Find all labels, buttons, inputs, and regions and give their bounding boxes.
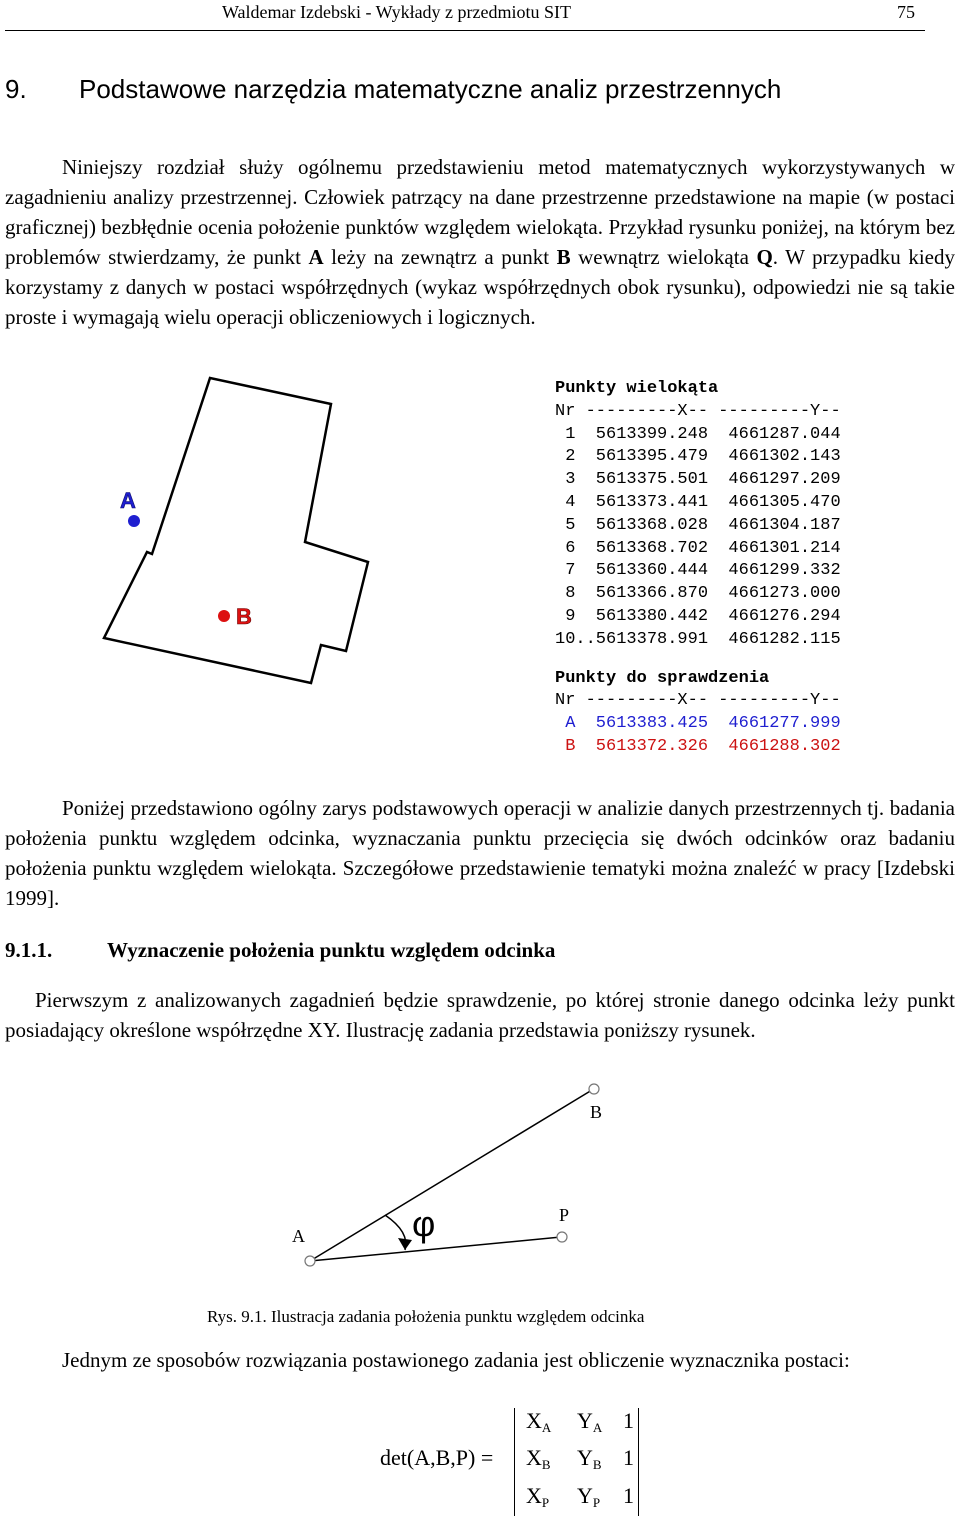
matrix-x-a: $X_A$ [526, 1408, 552, 1435]
section-paragraph [5, 985, 955, 1045]
section-heading [5, 938, 555, 963]
segment-ab [310, 1090, 592, 1261]
matrix-one-b: 1 [623, 1445, 634, 1470]
point-p-circle [557, 1232, 567, 1242]
matrix-right-bar [638, 1408, 639, 1516]
check-point-b-row: B 5613372.326 4661288.302 [555, 736, 841, 756]
chapter-number: 9. [5, 74, 27, 104]
polygon-point-row: 10..5613378.991 4661282.115 [555, 629, 841, 649]
intro-polygon-q: Q [756, 245, 773, 269]
determinant-formula [380, 1400, 680, 1520]
point-b-marker [218, 610, 230, 622]
check-points-header: Nr ---------X-- ---------Y-- [555, 691, 841, 711]
matrix-y-b: $Y_B$ [577, 1445, 602, 1472]
segment-ap [310, 1237, 561, 1261]
section-title: Wyznaczenie położenia punktu względem odcinka [107, 938, 556, 962]
polygon-point-row: 2 5613395.479 4661302.143 [555, 447, 841, 467]
polygon-point-row: 3 5613375.501 4661297.209 [555, 470, 841, 490]
closing-text: Jednym ze sposobów rozwiązania postawionego zadania jest obliczenie wyznacznika postaci: [62, 1348, 850, 1372]
matrix-x-b: $X_B$ [526, 1445, 551, 1472]
page-header [0, 0, 960, 26]
point-a-label: A [120, 488, 136, 513]
intro-text-1: Niniejszy rozdział służy ogólnemu przedstawieniu metod matematycznych wykorzystywanych w zagadnieniu analizy przestrzennej. Człowiek patrzący na dane przestrzenne przedstawione na mapie (w postaci graficznej) bezbłędnie ocenia położenie punktów względem wielokąta. Przykład rysunku poniżej, na którym bez problemów stwierdzamy, że punkt [5, 155, 955, 269]
matrix-y-a: $Y_A$ [577, 1408, 603, 1435]
angle-arrowhead [398, 1238, 412, 1250]
intro-point-a: A [308, 245, 324, 269]
header-rule [5, 30, 925, 31]
matrix-one-p: 1 [623, 1483, 634, 1508]
point-b-label: B [236, 604, 252, 629]
segment-label-b: B [590, 1102, 603, 1122]
check-point-a-row: A 5613383.425 4661277.999 [555, 714, 841, 734]
closing-paragraph [5, 1345, 955, 1375]
polygon-point-row: 8 5613366.870 4661273.000 [555, 584, 841, 604]
intro-text-3: wewnątrz wielokąta [570, 245, 757, 269]
matrix-left-bar [514, 1408, 515, 1516]
point-a-marker [128, 515, 140, 527]
chapter-heading [5, 74, 945, 105]
segment-figure [0, 1070, 700, 1270]
header-title: Waldemar Izdebski - Wykłady z przedmiotu SIT [222, 2, 572, 22]
matrix-x-p: $X_P$ [526, 1483, 550, 1510]
polygon-figure [0, 360, 420, 760]
coordinate-listing [555, 378, 955, 759]
polygon-q [104, 378, 368, 683]
point-a-circle [305, 1256, 315, 1266]
polygon-points-title: Punkty wielokąta [555, 379, 719, 398]
matrix-one-a: 1 [623, 1408, 634, 1433]
intro-text-2: leży na zewnątrz a punkt [323, 245, 557, 269]
polygon-point-row: 6 5613368.702 4661301.214 [555, 538, 841, 558]
point-b-circle [589, 1084, 599, 1094]
section-text: Pierwszym z analizowanych zagadnień będzie sprawdzenie, po której stronie danego odcinka leży punkt posiadający określone współrzędne XY. Ilustrację zadania przedstawia poniższy rysunek. [5, 988, 955, 1042]
section-number: 9.1.1. [5, 938, 53, 962]
chapter-title: Podstawowe narzędzia matematyczne analiz przestrzennych [79, 74, 782, 104]
segment-label-a: A [292, 1226, 305, 1246]
segment-label-p: P [559, 1205, 570, 1225]
matrix-y-p: $Y_P$ [577, 1483, 601, 1510]
determinant-label: det(A,B,P) = [380, 1445, 494, 1470]
page-number: 75 [897, 2, 915, 22]
intro-point-b: B [556, 245, 571, 269]
angle-label: φ [412, 1203, 436, 1244]
polygon-points-header: Nr ---------X-- ---------Y-- [555, 401, 841, 421]
polygon-point-row: 9 5613380.442 4661276.294 [555, 606, 841, 626]
polygon-point-row: 1 5613399.248 4661287.044 [555, 424, 841, 444]
check-points-title: Punkty do sprawdzenia [555, 668, 770, 688]
intro-text-4: . W przypadku kiedy korzystamy z danych w postaci współrzędnych (wykaz współrzędnych obok rysunku), odpowiedzi nie są takie proste i wymagają wielu operacji obliczeniowych i logicznych. [5, 245, 955, 329]
overview-text: Poniżej przedstawiono ogólny zarys podstawowych operacji w analizie danych przestrzennych tj. badania położenia punktu względem odcinka, wyznaczania punktu przecięcia się dwóch odcinków oraz badaniu położenia punktu względem wielokąta. Szczegółowe przedstawienie tematyki można znaleźć w pracy [Izdebski 1999]. [5, 796, 955, 910]
polygon-point-row: 4 5613373.441 4661305.470 [555, 492, 841, 512]
overview-paragraph [5, 793, 955, 913]
intro-paragraph [5, 152, 955, 332]
polygon-point-row: 5 5613368.028 4661304.187 [555, 515, 841, 535]
polygon-point-row: 7 5613360.444 4661299.332 [555, 561, 841, 581]
figure-caption: Rys. 9.1. Ilustracja zadania położenia punktu względem odcinka [207, 1307, 645, 1326]
